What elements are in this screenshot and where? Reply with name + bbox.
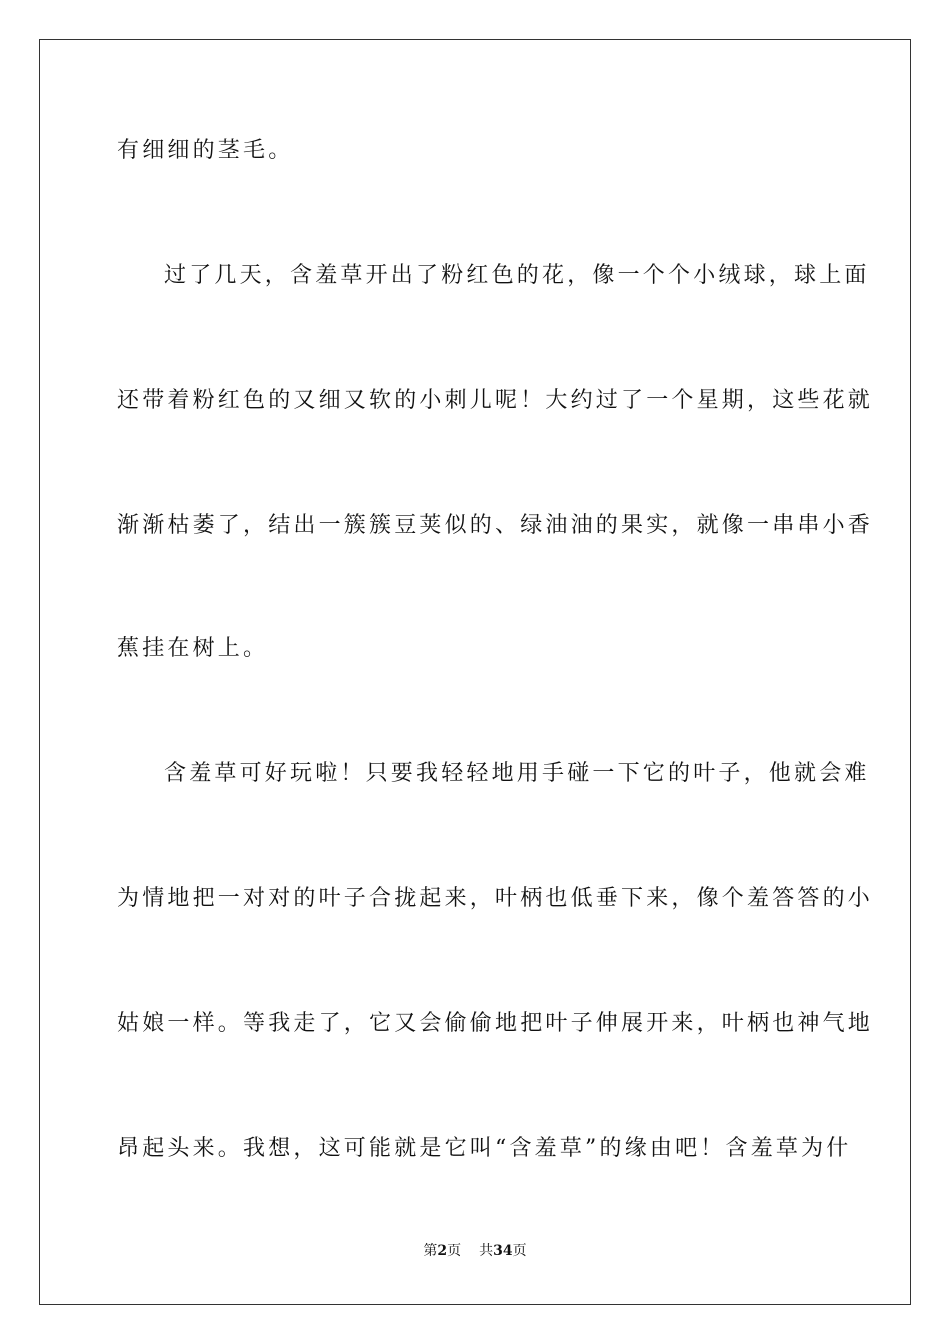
page-number: 2 (437, 1243, 448, 1259)
text-line-3: 还带着粉红色的又细又软的小刺儿呢！大约过了一个星期，这些花就 (117, 388, 874, 413)
text-line-2: 过了几天，含羞草开出了粉红色的花，像一个个小绒球，球上面 (164, 263, 870, 288)
total-prefix: 共 (479, 1243, 494, 1259)
total-suffix: 页 (512, 1243, 527, 1259)
page-footer (0, 1242, 950, 1260)
page-prefix: 第 (423, 1243, 438, 1259)
total-pages: 34 (493, 1243, 513, 1259)
page-border (39, 39, 911, 1305)
page-suffix: 页 (447, 1243, 462, 1259)
text-line-5: 蕉挂在树上。 (117, 636, 269, 661)
text-line-7: 为情地把一对对的叶子合拢起来，叶柄也低垂下来，像个羞答答的小 (117, 886, 874, 911)
text-line-1: 有细细的茎毛。 (117, 138, 294, 163)
text-line-4: 渐渐枯萎了，结出一簇簇豆荚似的、绿油油的果实，就像一串串小香 (117, 513, 874, 538)
text-line-9: 昂起头来。我想，这可能就是它叫“含羞草”的缘由吧！含羞草为什 (117, 1136, 852, 1161)
text-line-8: 姑娘一样。等我走了，它又会偷偷地把叶子伸展开来，叶柄也神气地 (117, 1011, 874, 1036)
text-line-6: 含羞草可好玩啦！只要我轻轻地用手碰一下它的叶子，他就会难 (164, 761, 870, 786)
